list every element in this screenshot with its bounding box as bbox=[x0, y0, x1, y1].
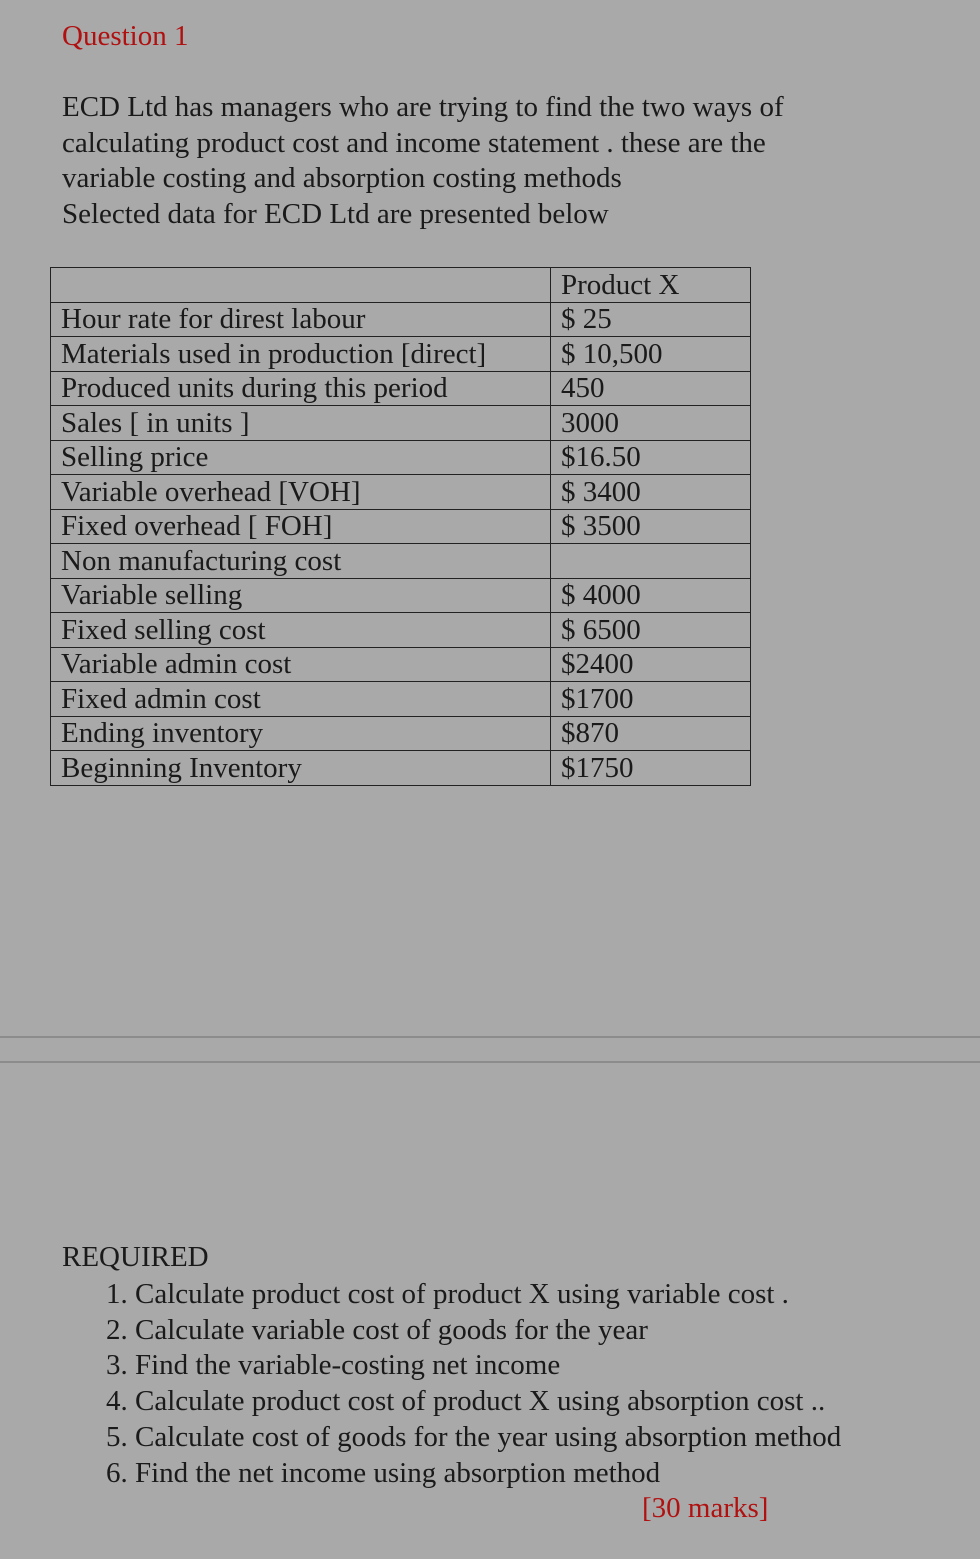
row-value: $ 6500 bbox=[551, 613, 751, 648]
task-item: 3. Find the variable-costing net income bbox=[135, 1348, 841, 1384]
question-title: Question 1 bbox=[62, 20, 189, 52]
divider-line bbox=[0, 1036, 980, 1038]
task-item: 5. Calculate cost of goods for the year using absorption method bbox=[135, 1420, 841, 1456]
header-label-cell bbox=[51, 268, 551, 303]
row-value: $1750 bbox=[551, 751, 751, 786]
row-label: Fixed admin cost bbox=[51, 682, 551, 717]
row-value: $2400 bbox=[551, 647, 751, 682]
row-label: Sales [ in units ] bbox=[51, 406, 551, 441]
table-row bbox=[51, 751, 751, 786]
task-item: 6. Find the net income using absorption method bbox=[135, 1456, 841, 1492]
task-item: 1. Calculate product cost of product X using variable cost . bbox=[135, 1277, 841, 1313]
table-row bbox=[51, 406, 751, 441]
row-label: Variable overhead [VOH] bbox=[51, 475, 551, 510]
table-row bbox=[51, 371, 751, 406]
row-label: Variable admin cost bbox=[51, 647, 551, 682]
row-label: Fixed selling cost bbox=[51, 613, 551, 648]
table-row bbox=[51, 440, 751, 475]
table-row bbox=[51, 475, 751, 510]
row-value: $16.50 bbox=[551, 440, 751, 475]
data-table bbox=[50, 267, 751, 786]
row-label: Ending inventory bbox=[51, 716, 551, 751]
table-row bbox=[51, 544, 751, 579]
row-value: $ 10,500 bbox=[551, 337, 751, 372]
row-label: Materials used in production [direct] bbox=[51, 337, 551, 372]
table-header-row bbox=[51, 268, 751, 303]
row-value bbox=[551, 544, 751, 579]
table-row bbox=[51, 647, 751, 682]
table-row bbox=[51, 682, 751, 717]
row-value: 3000 bbox=[551, 406, 751, 441]
intro-line: variable costing and absorption costing methods bbox=[62, 162, 622, 194]
divider-line bbox=[0, 1061, 980, 1063]
required-heading: REQUIRED bbox=[62, 1241, 209, 1273]
row-value: $ 3500 bbox=[551, 509, 751, 544]
row-value: $ 25 bbox=[551, 302, 751, 337]
row-value: $ 4000 bbox=[551, 578, 751, 613]
row-value: $1700 bbox=[551, 682, 751, 717]
row-value: 450 bbox=[551, 371, 751, 406]
table-row bbox=[51, 509, 751, 544]
row-value: $870 bbox=[551, 716, 751, 751]
row-value: $ 3400 bbox=[551, 475, 751, 510]
row-label: Fixed overhead [ FOH] bbox=[51, 509, 551, 544]
task-item: 4. Calculate product cost of product X using absorption cost .. bbox=[135, 1384, 841, 1420]
required-task-list bbox=[135, 1277, 841, 1491]
row-label: Produced units during this period bbox=[51, 371, 551, 406]
table-row bbox=[51, 337, 751, 372]
row-label: Selling price bbox=[51, 440, 551, 475]
intro-line: Selected data for ECD Ltd are presented below bbox=[62, 197, 609, 230]
row-label: Hour rate for direst labour bbox=[51, 302, 551, 337]
row-label: Beginning Inventory bbox=[51, 751, 551, 786]
intro-line: calculating product cost and income statement . these are the bbox=[62, 126, 766, 159]
marks-label: [30 marks] bbox=[642, 1492, 769, 1524]
table-row bbox=[51, 302, 751, 337]
row-label: Non manufacturing cost bbox=[51, 544, 551, 579]
row-label: Variable selling bbox=[51, 578, 551, 613]
table-row bbox=[51, 578, 751, 613]
header-product-x: Product X bbox=[551, 268, 751, 303]
table-row bbox=[51, 716, 751, 751]
table-row bbox=[51, 613, 751, 648]
task-item: 2. Calculate variable cost of goods for the year bbox=[135, 1313, 841, 1349]
intro-paragraph bbox=[62, 90, 942, 232]
intro-line: ECD Ltd has managers who are trying to find the two ways of bbox=[62, 91, 784, 123]
